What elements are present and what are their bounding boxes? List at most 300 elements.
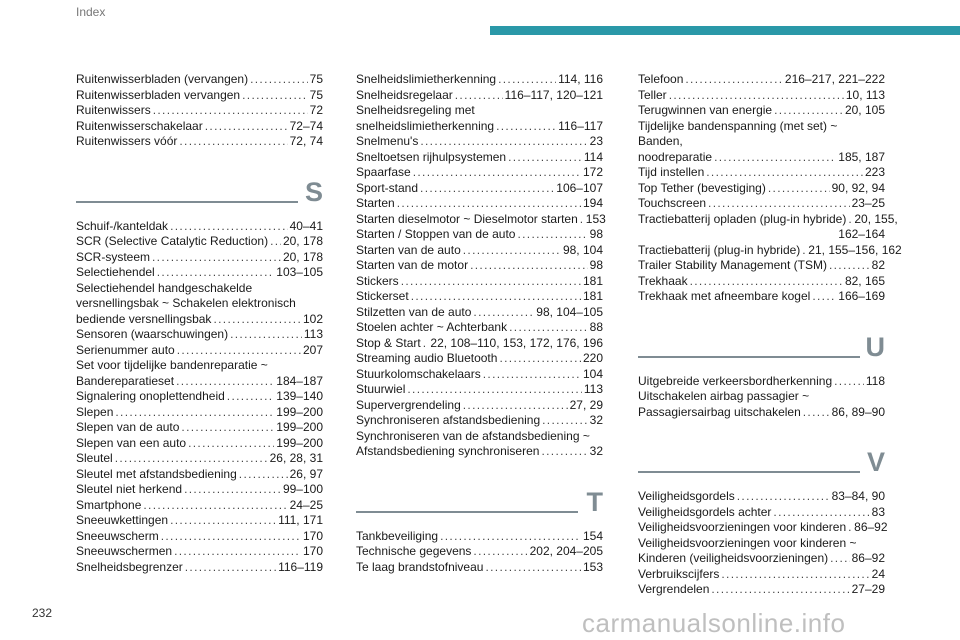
index-entry-label: Slepen van een auto bbox=[76, 435, 187, 450]
index-entry-row bbox=[356, 305, 603, 321]
header-label: Index bbox=[76, 5, 106, 19]
dot-leader bbox=[455, 88, 503, 104]
index-entry bbox=[76, 281, 323, 328]
index-entry-pages: 216–217, 221–222 bbox=[784, 72, 885, 86]
index-entry bbox=[76, 467, 323, 483]
dot-leader bbox=[669, 88, 844, 104]
index-entry-pages: 118 bbox=[865, 373, 885, 388]
index-entry-label: Telefoon bbox=[638, 72, 684, 86]
index-entry-row bbox=[76, 513, 323, 529]
index-entry-row bbox=[356, 134, 603, 150]
dot-leader bbox=[737, 489, 830, 505]
index-entry bbox=[76, 72, 323, 88]
index-entry-pages: 23–25 bbox=[851, 196, 885, 210]
index-entry-row bbox=[76, 250, 323, 266]
index-entry bbox=[356, 227, 603, 243]
index-entry-label: Stilzetten van de auto bbox=[356, 304, 472, 319]
index-entry-pages: 98 bbox=[589, 258, 603, 272]
index-entry-pages: 185, 187 bbox=[838, 149, 885, 164]
dot-leader bbox=[161, 529, 301, 545]
index-entry bbox=[356, 103, 603, 134]
index-entry-row bbox=[638, 289, 885, 305]
dot-leader bbox=[115, 451, 268, 467]
dot-leader bbox=[802, 243, 806, 259]
section-letter: U bbox=[865, 331, 885, 362]
index-entry-pages: 104 bbox=[582, 366, 603, 381]
dot-leader bbox=[185, 560, 276, 576]
index-entry-pages: 103–105 bbox=[276, 265, 323, 279]
index-entry bbox=[638, 489, 885, 505]
index-entry-label: Starten dieselmotor ~ Dieselmotor starten bbox=[356, 211, 578, 226]
dot-leader bbox=[407, 382, 582, 398]
index-entry-row bbox=[356, 196, 603, 212]
index-entry-pages: 181 bbox=[582, 289, 603, 303]
index-entry-pages: 170 bbox=[302, 544, 323, 558]
dot-leader bbox=[721, 567, 869, 583]
index-entry-row bbox=[356, 243, 603, 259]
index-entry-pages: 181 bbox=[582, 273, 603, 288]
index-entry bbox=[356, 243, 603, 259]
section-rule bbox=[76, 201, 298, 203]
index-entry-row bbox=[76, 234, 323, 250]
dot-leader bbox=[188, 436, 274, 452]
index-entry-label: Synchroniseren afstandsbediening bbox=[356, 413, 541, 427]
index-entry-label: Veiligheidsvoorzieningen voor kinderen bbox=[638, 520, 847, 534]
index-entry bbox=[638, 196, 885, 212]
index-entry-label: Ruitenwisserbladen vervangen bbox=[76, 87, 241, 102]
index-entry-pages: 116–117, 120–121 bbox=[504, 87, 603, 102]
index-entry-pages: 199–200 bbox=[276, 420, 323, 434]
index-entry bbox=[638, 567, 885, 583]
index-entry-label: noodreparatie bbox=[638, 149, 713, 164]
index-entry bbox=[76, 327, 323, 343]
index-entry-label: Tankbeveiliging bbox=[356, 528, 439, 543]
dot-leader bbox=[834, 374, 864, 390]
index-entry-pages: 86–92 bbox=[854, 520, 888, 534]
dot-leader bbox=[397, 196, 581, 212]
index-entry-pages: 24–25 bbox=[289, 497, 323, 512]
index-entry-row bbox=[638, 88, 885, 104]
index-entry bbox=[356, 413, 603, 429]
index-entry-pages: 223 bbox=[864, 165, 885, 179]
index-entry-pages: 72–74 bbox=[289, 118, 323, 133]
index-entry bbox=[356, 529, 603, 545]
index-entry-pages: 72 bbox=[309, 103, 323, 117]
index-entry-row bbox=[76, 389, 323, 405]
index-entry-label: Sneeuwkettingen bbox=[76, 513, 169, 527]
index-entry bbox=[76, 482, 323, 498]
index-entry-pages: 199–200 bbox=[276, 404, 323, 419]
index-entry bbox=[638, 72, 885, 88]
index-entry-label: Snelmenu's bbox=[356, 134, 419, 148]
index-entry-pages: 86–92 bbox=[851, 551, 885, 565]
dot-leader bbox=[213, 312, 301, 328]
index-entry-label: Bandereparatieset bbox=[76, 373, 175, 388]
index-entry-label: Snelheidsregelaar bbox=[356, 87, 453, 102]
index-entry-pages: 83 bbox=[871, 504, 885, 519]
dot-leader bbox=[473, 305, 534, 321]
index-entry-row bbox=[356, 274, 603, 290]
index-entry-pages: 27–29 bbox=[851, 582, 885, 596]
index-entry-row bbox=[638, 103, 885, 119]
dot-leader bbox=[483, 367, 581, 383]
index-entry-row bbox=[638, 567, 885, 583]
index-entry-row bbox=[356, 258, 603, 274]
index-entry bbox=[76, 88, 323, 104]
index-entry bbox=[356, 196, 603, 212]
index-entry-pages: 83–84, 90 bbox=[831, 489, 885, 503]
index-entry-pages: 75 bbox=[309, 87, 323, 102]
index-entry-label: SCR (Selective Catalytic Reduction) bbox=[76, 234, 269, 248]
index-entry bbox=[638, 582, 885, 598]
index-entry-label: Stickerset bbox=[356, 289, 409, 303]
index-entry-label: Starten van de auto bbox=[356, 242, 461, 257]
index-entry-row bbox=[76, 72, 323, 88]
dot-leader bbox=[250, 72, 308, 88]
index-entry-row bbox=[76, 265, 323, 281]
index-entry bbox=[356, 150, 603, 166]
index-entry-label: Uitgebreide verkeersbordherkenning bbox=[638, 373, 833, 388]
index-entry-row bbox=[638, 181, 885, 197]
dot-leader bbox=[714, 150, 836, 166]
index-entry bbox=[638, 88, 885, 104]
index-entry bbox=[76, 134, 323, 150]
index-entry bbox=[356, 382, 603, 398]
dot-leader bbox=[152, 250, 281, 266]
dot-leader bbox=[812, 289, 836, 305]
index-entry-row bbox=[76, 374, 323, 390]
index-entry-pages: 99–100 bbox=[282, 482, 323, 496]
dot-leader bbox=[176, 374, 274, 390]
index-entry-row bbox=[76, 482, 323, 498]
index-entry-label: Terugwinnen van energie bbox=[638, 103, 773, 117]
index-entry bbox=[638, 520, 888, 536]
index-entry-row bbox=[638, 165, 885, 181]
index-entry-pages: 22, 108–110, 153, 172, 176, 196 bbox=[430, 335, 603, 350]
section-header bbox=[356, 485, 603, 527]
index-entry bbox=[638, 258, 885, 274]
index-entry-row bbox=[76, 312, 323, 328]
index-entry-pages: 139–140 bbox=[276, 389, 323, 403]
index-entry-label: Stuurkolomschakelaars bbox=[356, 366, 481, 381]
index-entry-row bbox=[356, 382, 603, 398]
index-entry-label: Starten bbox=[356, 196, 395, 210]
dot-leader bbox=[711, 582, 849, 598]
index-entry-row bbox=[638, 551, 885, 567]
index-entry-label: Starten van de motor bbox=[356, 258, 469, 272]
dot-leader bbox=[690, 274, 843, 290]
page-number: 232 bbox=[32, 606, 53, 620]
index-entry-row bbox=[356, 72, 603, 88]
index-entry bbox=[76, 234, 323, 250]
index-entry-row bbox=[356, 227, 603, 243]
index-entry bbox=[638, 274, 885, 290]
index-entry-pages: 199–200 bbox=[276, 435, 323, 450]
index-entry bbox=[356, 351, 603, 367]
header-accent-bar bbox=[490, 26, 960, 35]
index-entry-label: Spaarfase bbox=[356, 165, 411, 179]
index-entry-label: Signalering onoplettendheid bbox=[76, 389, 225, 403]
index-entry-label: Slepen bbox=[76, 404, 114, 419]
index-entry-row bbox=[76, 343, 323, 359]
index-entry bbox=[76, 219, 323, 235]
index-entry-label: Ruitenwissers vóór bbox=[76, 134, 178, 148]
index-entry-row bbox=[356, 351, 603, 367]
index-entry bbox=[356, 258, 603, 274]
index-entry-line: Selectiehendel handgeschakelde bbox=[76, 280, 253, 295]
index-entry-label: Streaming audio Bluetooth bbox=[356, 351, 498, 365]
index-entry-row bbox=[638, 520, 888, 536]
index-entry-row bbox=[356, 367, 603, 383]
index-entry-label: Stuurwiel bbox=[356, 382, 406, 396]
dot-leader bbox=[517, 227, 587, 243]
dot-leader bbox=[470, 258, 588, 274]
index-entry bbox=[356, 274, 603, 290]
index-entry-row bbox=[638, 211, 898, 228]
dot-leader bbox=[170, 219, 288, 235]
index-entry-row bbox=[638, 72, 885, 88]
index-entry-row bbox=[76, 451, 323, 467]
index-entry bbox=[638, 505, 885, 521]
index-entry-row bbox=[76, 88, 323, 104]
dot-leader bbox=[498, 72, 556, 88]
index-entry-row bbox=[356, 150, 603, 166]
index-entry-pages: 98, 104 bbox=[562, 242, 603, 257]
dot-leader bbox=[485, 560, 581, 576]
dot-leader bbox=[115, 405, 274, 421]
dot-leader bbox=[685, 72, 783, 88]
dot-leader bbox=[270, 234, 281, 250]
dot-leader bbox=[170, 513, 276, 529]
index-entry-pages: 21, 155–156, 162 bbox=[808, 242, 902, 257]
dot-leader bbox=[803, 405, 830, 421]
index-entry-label: bediende versnellingsbak bbox=[76, 311, 212, 326]
index-entry-pages: 106–107 bbox=[556, 180, 603, 195]
dot-leader bbox=[177, 343, 301, 359]
index-column-3 bbox=[638, 72, 902, 598]
index-entry bbox=[638, 181, 885, 197]
index-entry-label: Trailer Stability Management (TSM) bbox=[638, 258, 827, 272]
index-entry-pages: 10, 113 bbox=[845, 87, 885, 102]
section-header bbox=[638, 445, 885, 487]
dot-leader bbox=[184, 482, 281, 498]
index-entry bbox=[638, 119, 885, 166]
index-entry-label: Tractiebatterij (plug-in hybride) bbox=[638, 242, 801, 257]
dot-leader bbox=[179, 134, 287, 150]
index-entry-pages: 75 bbox=[309, 72, 323, 86]
index-entry bbox=[76, 343, 323, 359]
dot-leader bbox=[420, 134, 587, 150]
index-entry bbox=[76, 544, 323, 560]
dot-leader bbox=[830, 551, 850, 567]
index-entry-row bbox=[76, 405, 323, 421]
section-rule bbox=[356, 511, 578, 513]
index-entry-line: versnellingsbak ~ Schakelen elektronisch bbox=[76, 296, 296, 310]
index-entry-label: Slepen van de auto bbox=[76, 420, 180, 434]
index-entry-label: Sport-stand bbox=[356, 180, 419, 195]
index-entry-pages: 153 bbox=[582, 559, 603, 574]
index-entry-label: Veiligheidsgordels achter bbox=[638, 504, 772, 519]
index-entry bbox=[356, 336, 603, 352]
index-entry-label: Serienummer auto bbox=[76, 342, 175, 357]
dot-leader bbox=[580, 212, 584, 228]
index-entry-pages: 26, 28, 31 bbox=[269, 451, 323, 465]
index-entry-row bbox=[76, 498, 323, 514]
dot-leader bbox=[768, 181, 830, 197]
index-entry-label: Sensoren (waarschuwingen) bbox=[76, 327, 229, 341]
watermark: carmanualsonline.info bbox=[582, 608, 846, 638]
index-entry-label: Vergrendelen bbox=[638, 582, 710, 596]
index-entry bbox=[76, 358, 323, 389]
index-entry-line: Set voor tijdelijke bandenreparatie ~ bbox=[76, 358, 268, 372]
index-entry bbox=[76, 498, 323, 514]
dot-leader bbox=[181, 420, 274, 436]
dot-leader bbox=[848, 212, 852, 228]
index-entry bbox=[76, 250, 323, 266]
index-entry-pages: 26, 97 bbox=[289, 466, 323, 481]
index-entry bbox=[76, 389, 323, 405]
index-entry-pages-continued: 162–164 bbox=[838, 227, 885, 241]
section-letter: S bbox=[304, 176, 323, 207]
index-entry-label: Veiligheidsgordels bbox=[638, 489, 735, 503]
dot-leader bbox=[242, 88, 308, 104]
index-entry-line: Uitschakelen airbag passagier ~ bbox=[638, 389, 810, 403]
index-entry-label: Ruitenwissers bbox=[76, 103, 151, 117]
index-entry-label: Passagiersairbag uitschakelen bbox=[638, 404, 801, 419]
index-entry-pages: 202, 204–205 bbox=[529, 544, 603, 558]
index-entry-label: Schuif-/kanteldak bbox=[76, 218, 169, 233]
index-entry bbox=[356, 289, 603, 305]
index-entry-pages: 23 bbox=[589, 134, 603, 148]
index-entry-row bbox=[638, 374, 885, 390]
index-entry-row bbox=[638, 242, 902, 259]
index-entry-pages: 32 bbox=[589, 444, 603, 458]
index-entry-row bbox=[76, 327, 323, 343]
index-entry-label: Selectiehendel bbox=[76, 265, 155, 279]
index-entry bbox=[76, 119, 323, 135]
index-entry-row bbox=[76, 529, 323, 545]
index-entry-pages: 194 bbox=[582, 196, 603, 210]
index-entry bbox=[76, 436, 323, 452]
index-entry-row bbox=[638, 274, 885, 290]
index-entry-label: Smartphone bbox=[76, 497, 142, 512]
index-entry-row bbox=[638, 582, 885, 598]
index-entry-line: Tijdelijke bandenspanning (met set) ~ Banden, bbox=[638, 118, 838, 148]
index-entry bbox=[356, 305, 603, 321]
index-entry-pages: 98 bbox=[589, 227, 603, 241]
index-entry-pages: 86, 89–90 bbox=[831, 404, 885, 419]
index-entry bbox=[638, 374, 885, 390]
dot-leader bbox=[542, 413, 588, 429]
index-entry-label: Trekhaak bbox=[638, 273, 688, 288]
index-entry-pages: 72, 74 bbox=[289, 134, 323, 148]
index-entry-pages: 207 bbox=[302, 342, 323, 357]
index-entry-row bbox=[76, 436, 323, 452]
index-entry-pages: 111, 171 bbox=[278, 513, 323, 527]
index-entry-row bbox=[638, 505, 885, 521]
index-entry-pages: 114, 116 bbox=[558, 72, 603, 86]
dot-leader bbox=[230, 327, 302, 343]
index-entry-label: Snelheidslimietherkenning bbox=[356, 72, 497, 86]
index-entry-pages: 170 bbox=[302, 528, 323, 543]
index-entry-pages: 82, 165 bbox=[844, 273, 885, 288]
dot-leader bbox=[143, 498, 287, 514]
index-entry-pages: 88 bbox=[589, 320, 603, 334]
index-entry-line: Veiligheidsvoorzieningen voor kinderen ~ bbox=[638, 535, 857, 550]
index-entry-pages: 27, 29 bbox=[569, 397, 603, 412]
index-entry-pages: 116–117 bbox=[558, 118, 603, 133]
index-entry-label: Stop & Start bbox=[356, 335, 421, 350]
index-entry-label: Ruitenwisserbladen (vervangen) bbox=[76, 72, 249, 86]
dot-leader bbox=[499, 351, 581, 367]
index-entry-label: Sneeuwscherm bbox=[76, 528, 159, 543]
index-entry-pages: 184–187 bbox=[276, 373, 323, 388]
index-entry bbox=[356, 320, 603, 336]
index-entry bbox=[76, 265, 323, 281]
dot-leader bbox=[401, 274, 581, 290]
dot-leader bbox=[496, 119, 556, 135]
index-entry-label: Snelheidsbegrenzer bbox=[76, 559, 183, 574]
index-entry-pages: 90, 92, 94 bbox=[831, 180, 885, 195]
index-entry-pages: 154 bbox=[582, 528, 603, 543]
dot-leader bbox=[463, 243, 561, 259]
index-entry bbox=[638, 536, 885, 567]
index-entry-pages: 113 bbox=[583, 382, 603, 396]
index-entry bbox=[356, 211, 606, 228]
index-entry bbox=[76, 513, 323, 529]
index-entry bbox=[76, 529, 323, 545]
index-entry-label: SCR-systeem bbox=[76, 249, 151, 264]
index-entry-pages: 20, 155, bbox=[854, 211, 898, 226]
index-entry bbox=[638, 289, 885, 305]
index-entry-label: Tijd instellen bbox=[638, 165, 705, 179]
index-entry-pages: 113 bbox=[303, 327, 323, 341]
dot-leader bbox=[423, 336, 429, 352]
index-entry-row bbox=[76, 134, 323, 150]
dot-leader bbox=[205, 119, 288, 135]
index-entry-label: Verbruikscijfers bbox=[638, 566, 720, 581]
index-entry-pages: 166–169 bbox=[838, 289, 885, 303]
index-entry-pages: 20, 178 bbox=[282, 234, 323, 248]
dot-leader bbox=[508, 150, 582, 166]
index-entry bbox=[638, 242, 902, 259]
index-entry-row bbox=[356, 413, 603, 429]
index-entry bbox=[356, 88, 603, 104]
index-entry-label: Technische gegevens bbox=[356, 544, 472, 558]
index-entry-label: Afstandsbediening synchroniseren bbox=[356, 444, 540, 458]
index-entry-row bbox=[638, 405, 885, 421]
index-entry-row bbox=[356, 119, 603, 135]
index-entry-label: Trekhaak met afneembare kogel bbox=[638, 289, 811, 303]
dot-leader bbox=[239, 467, 288, 483]
index-entry-line: Snelheidsregeling met bbox=[356, 103, 475, 117]
index-entry bbox=[356, 544, 603, 560]
index-entry-pages: 98, 104–105 bbox=[536, 304, 603, 319]
index-entry-pages: 20, 178 bbox=[282, 249, 323, 264]
section-letter: T bbox=[586, 486, 603, 517]
index-entry-label: Sleutel bbox=[76, 451, 113, 465]
section-header bbox=[76, 175, 323, 217]
index-entry bbox=[356, 398, 603, 414]
index-entry bbox=[356, 165, 603, 181]
index-entry-label: Sneeuwschermen bbox=[76, 544, 173, 558]
index-entry-pages: 32 bbox=[589, 413, 603, 427]
index-entry-row bbox=[356, 398, 603, 414]
index-entry-label: Sneltoetsen rijhulpsystemen bbox=[356, 149, 507, 164]
index-entry-row bbox=[76, 219, 323, 235]
index-entry-label: Sleutel niet herkend bbox=[76, 482, 183, 496]
dot-leader bbox=[153, 103, 308, 119]
